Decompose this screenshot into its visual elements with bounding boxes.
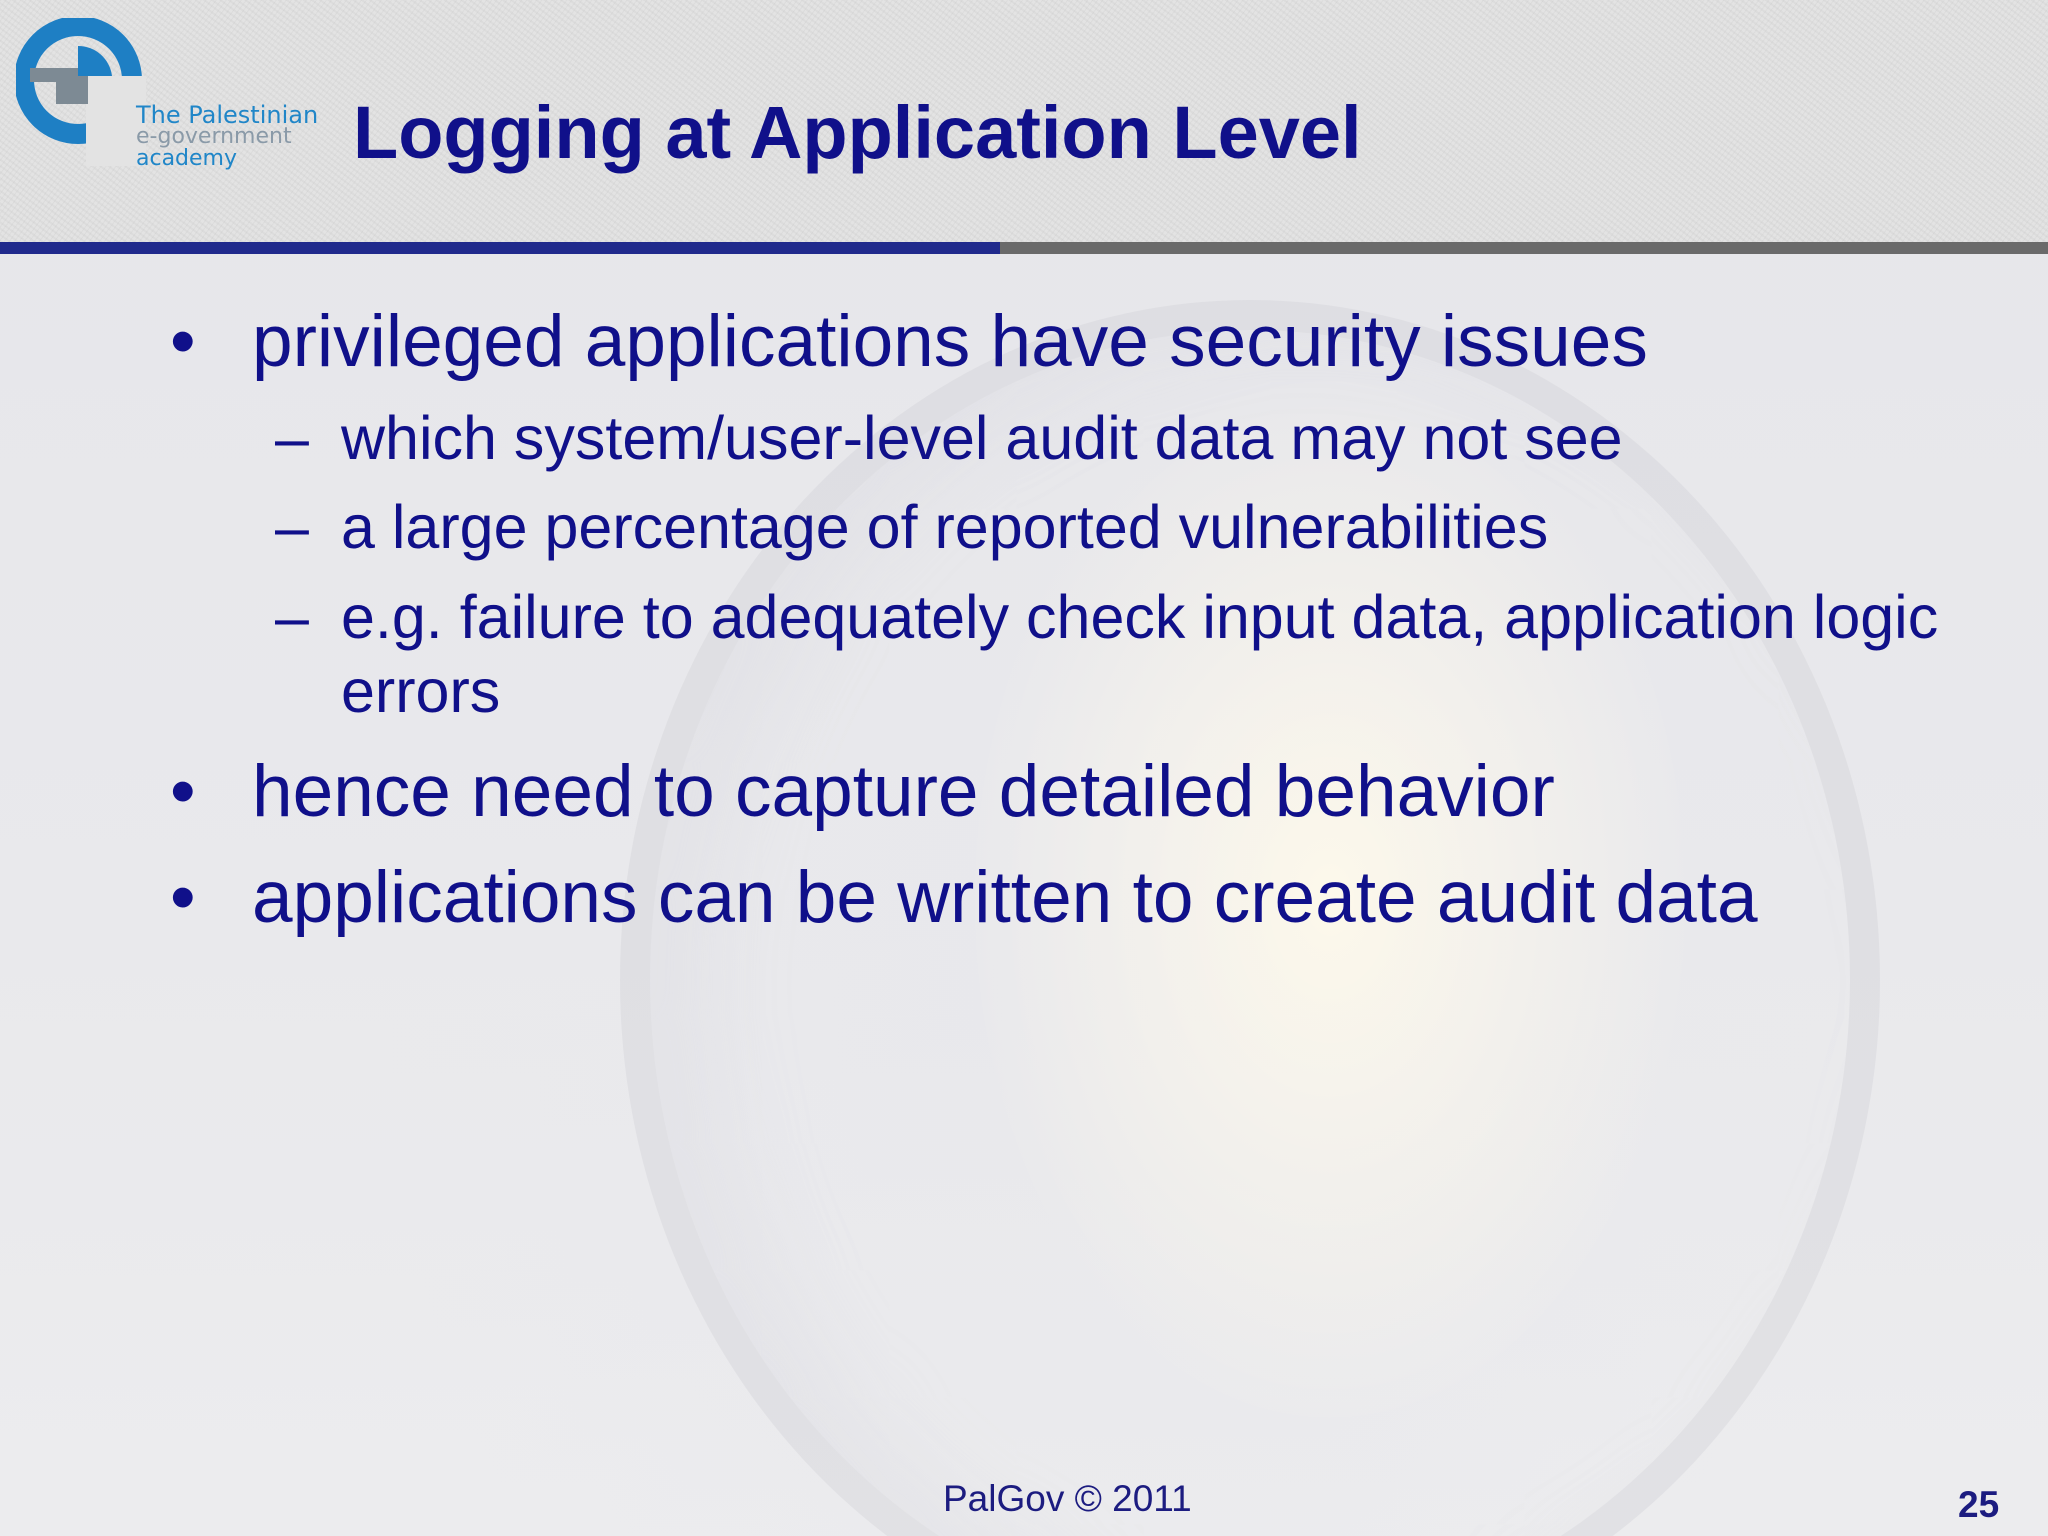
bullet-dot-icon: • <box>170 301 196 382</box>
dash-icon: – <box>275 404 309 472</box>
dash-icon: – <box>275 583 309 651</box>
bullet-text: privileged applications have security issues <box>252 301 1648 382</box>
palgov-logo <box>16 18 319 171</box>
sub-bullet-text: a large percentage of reported vulnerabilities <box>341 493 1549 561</box>
bullet-dot-icon: • <box>170 857 196 938</box>
bullet-text: hence need to capture detailed behavior <box>252 751 1555 832</box>
logo-line-1: The Palestinian <box>136 101 319 129</box>
footer-copyright: PalGov © 2011 <box>943 1478 1192 1519</box>
slide-title: Logging at Application Level <box>353 91 1362 174</box>
logo-line-2: e-government <box>136 124 292 149</box>
bullet-text: applications can be written to create audit data <box>252 857 1758 938</box>
logo-line-3: academy <box>136 146 238 171</box>
bullet-dot-icon: • <box>170 751 196 832</box>
page-number: 25 <box>1958 1484 2000 1525</box>
dash-icon: – <box>275 493 309 561</box>
sub-bullet-text: e.g. failure to adequately check input data, application logic errors <box>341 583 1939 725</box>
header-rule-blue <box>0 242 1000 254</box>
sub-bullet-text: which system/user-level audit data may not see <box>341 404 1623 472</box>
header-rule-gray <box>1000 242 2048 254</box>
